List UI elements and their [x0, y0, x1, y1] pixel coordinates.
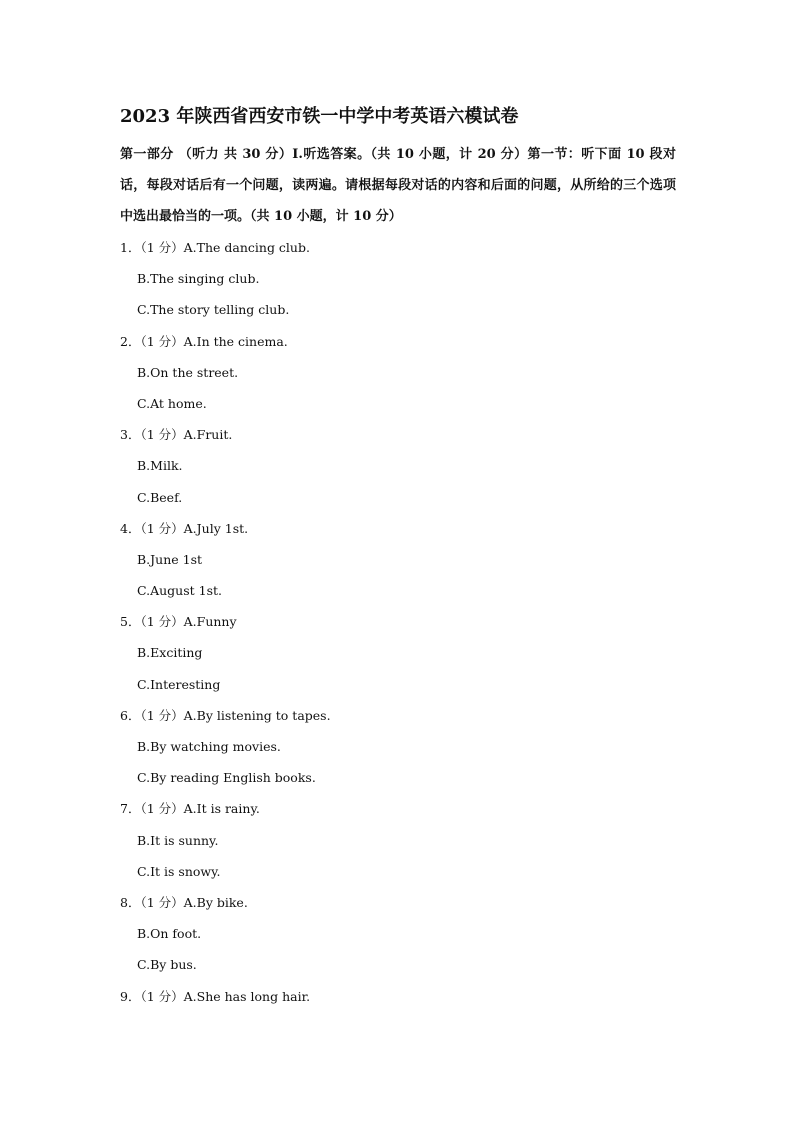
question-score: （1 分） — [140, 427, 184, 443]
question-list — [120, 232, 680, 1012]
option-c: C.August 1st. — [137, 583, 222, 599]
question-number: 6． — [120, 707, 141, 723]
option-c: C.The story telling club. — [137, 302, 290, 318]
option-b: B.By watching movies. — [137, 739, 281, 754]
option-b: B.Exciting — [137, 645, 203, 661]
question-9 — [120, 981, 680, 1012]
question-5 — [120, 606, 680, 637]
question-7 — [120, 793, 680, 824]
option-c: C.Interesting — [137, 676, 221, 692]
question-score: （1 分） — [140, 614, 184, 630]
question-number: 7． — [120, 801, 141, 817]
option-c: C.It is snowy. — [137, 863, 221, 879]
option-c: C.Beef. — [137, 489, 183, 505]
option-a: A.The dancing club. — [183, 240, 310, 255]
question-number: 5． — [120, 614, 141, 630]
option-a: A.She has long hair. — [183, 988, 311, 1004]
question-score: （1 分） — [140, 707, 184, 723]
option-a: A.In the cinema. — [183, 333, 288, 349]
question-2 — [120, 326, 680, 357]
question-4 — [120, 513, 680, 544]
question-score: （1 分） — [140, 988, 184, 1004]
option-b: B.On the street. — [137, 364, 239, 380]
option-b: B.It is sunny. — [137, 832, 219, 848]
option-b: B.June 1st — [137, 551, 203, 567]
question-number: 9． — [120, 988, 141, 1004]
question-score: （1 分） — [140, 801, 184, 817]
option-b: B.The singing club. — [137, 271, 260, 287]
question-number: 1． — [120, 240, 141, 255]
question-8 — [120, 887, 680, 918]
option-a: A.July 1st. — [183, 520, 249, 536]
question-number: 2． — [120, 333, 141, 349]
question-score: （1 分） — [140, 240, 184, 255]
question-score: （1 分） — [140, 520, 184, 536]
option-b: B.Milk. — [137, 458, 183, 474]
question-1 — [120, 232, 680, 263]
option-c: C.By bus. — [137, 957, 197, 973]
question-6 — [120, 700, 680, 731]
option-a: A.Funny — [183, 614, 237, 630]
option-c: C.At home. — [137, 395, 207, 411]
question-number: 4． — [120, 520, 141, 536]
question-3 — [120, 419, 680, 450]
option-a: A.By listening to tapes. — [183, 707, 331, 723]
option-a: A.Fruit. — [183, 427, 233, 443]
section-instructions: 第一部分 （听力 共 30 分）I.听选答案。（共 10 小题，计 20 分）第一节：听下面 10 段对话，每段对话后有一个问题，读两遍。请根据每段对话的内容和后面的问题，从所给的三个选项中选出最恰当的一项。（共 10 小题，计 10 分） — [120, 147, 676, 224]
option-a: A.It is rainy. — [183, 801, 260, 817]
option-a: A.By bike. — [183, 894, 248, 910]
question-score: （1 分） — [140, 894, 184, 910]
option-b: B.On foot. — [137, 926, 202, 942]
question-score: （1 分） — [140, 333, 184, 349]
question-number: 8． — [120, 894, 141, 910]
option-c: C.By reading English books. — [137, 770, 316, 786]
page-title: 2023 年陕西省西安市铁一中学中考英语六模试卷 — [120, 106, 519, 127]
question-number: 3． — [120, 427, 141, 443]
